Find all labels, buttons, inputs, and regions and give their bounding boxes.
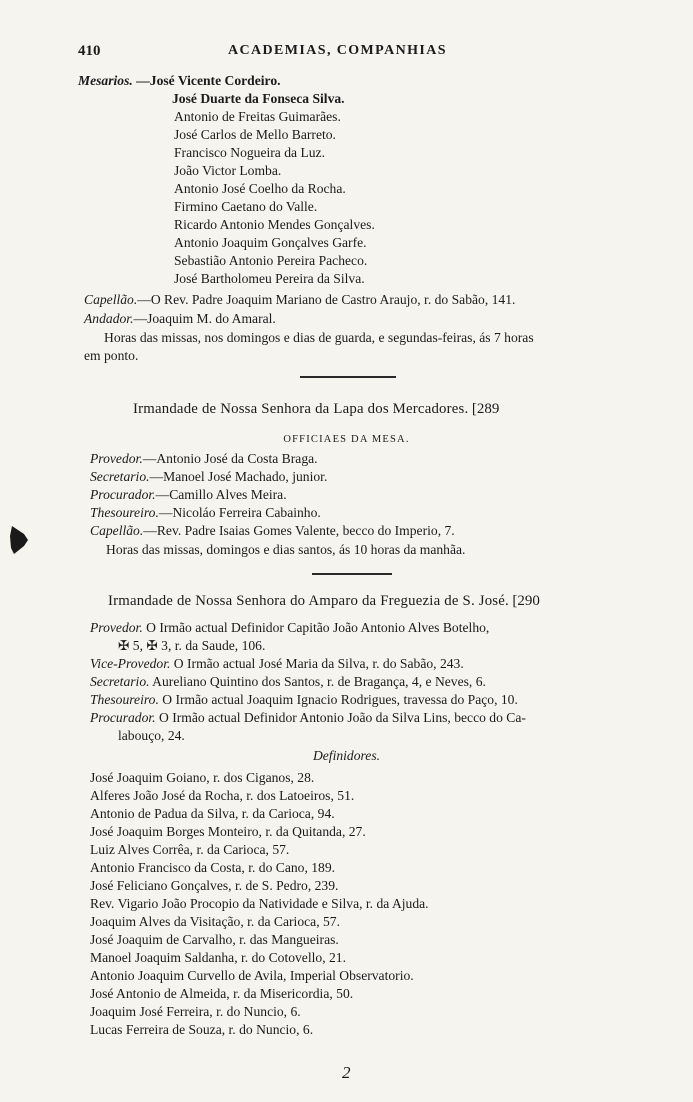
- mesario-name: José Bartholomeu Pereira da Silva.: [174, 271, 365, 286]
- mesario-name: —José Vicente Cordeiro.: [136, 73, 281, 88]
- section-heading: [133, 400, 499, 418]
- capellao-text: —O Rev. Padre Joaquim Mariano de Castro Araujo, r. do Sabão, 141.: [137, 292, 516, 307]
- definidor-entry: Joaquim José Ferreira, r. do Nuncio, 6.: [90, 1004, 301, 1019]
- definidor-entry: José Joaquim de Carvalho, r. das Mangueiras.: [90, 932, 339, 947]
- definidor-entry: Manoel Joaquim Saldanha, r. do Cotovello, 21.: [90, 950, 346, 965]
- thesoureiro-row: [90, 691, 518, 709]
- mesario-name: Sebastião Antonio Pereira Pacheco.: [174, 253, 368, 268]
- officer-label: Secretario.: [90, 469, 150, 484]
- mesario-name: Antonio José Coelho da Rocha.: [174, 181, 346, 196]
- definidor-entry: Lucas Ferreira de Souza, r. do Nuncio, 6.: [90, 1022, 314, 1037]
- provedor-continuation: ✠ 5, ✠ 3, r. da Saude, 106.: [118, 638, 266, 653]
- provedor-row: [90, 619, 489, 637]
- capellao-row: [84, 291, 515, 309]
- definidor-entry: José Feliciano Gonçalves, r. de S. Pedro, 239.: [90, 878, 339, 893]
- mesarios-label: Mesarios.: [78, 73, 133, 88]
- definidor-entry: José Joaquim Borges Monteiro, r. da Quitanda, 27.: [90, 824, 366, 839]
- officer-label: Secretario.: [90, 674, 150, 689]
- mesario-name: Antonio Joaquim Gonçalves Garfe.: [174, 235, 367, 250]
- andador-row: [84, 310, 276, 328]
- officer-text: —Antonio José da Costa Braga.: [142, 451, 318, 466]
- definidor-entry: Alferes João José da Rocha, r. dos Latoeiros, 51.: [90, 788, 355, 803]
- ink-blot-mark: [8, 524, 30, 556]
- definidor-entry: José Joaquim Goiano, r. dos Ciganos, 28.: [90, 770, 315, 785]
- definidor-entry: José Antonio de Almeida, r. da Misericordia, 50.: [90, 986, 354, 1001]
- definidor-entry: Antonio Francisco da Costa, r. do Cano, 189.: [90, 860, 336, 875]
- definidor-entry: Luiz Alves Corrêa, r. da Carioca, 57.: [90, 842, 290, 857]
- officer-text: —Nicoláo Ferreira Cabainho.: [158, 505, 321, 520]
- officer-text: O Irmão actual Joaquim Ignacio Rodrigues, travessa do Paço, 10.: [158, 692, 518, 707]
- mesario-name: João Victor Lomba.: [174, 163, 282, 178]
- officer-label: Provedor.: [90, 620, 143, 635]
- vice-provedor-row: [90, 655, 464, 673]
- officer-text: O Irmão actual José Maria da Silva, r. do Sabão, 243.: [170, 656, 464, 671]
- officer-label: Vice-Provedor.: [90, 656, 171, 671]
- procurador-row: [90, 709, 526, 727]
- mesario-name: Firmino Caetano do Valle.: [174, 199, 318, 214]
- mesario-name: José Duarte da Fonseca Silva.: [172, 91, 345, 106]
- section-number: [290: [512, 593, 540, 609]
- page-number: 410: [78, 43, 101, 59]
- mesario-name: José Carlos de Mello Barreto.: [174, 127, 336, 142]
- officer-text: —Rev. Padre Isaias Gomes Valente, becco do Imperio, 7.: [143, 523, 455, 538]
- procurador-continuation: labouço, 24.: [118, 728, 185, 743]
- horas-line: Horas das missas, nos domingos e dias de guarda, e segundas-feiras, ás 7 horas: [104, 330, 534, 345]
- definidor-entry: Joaquim Alves da Visitação, r. da Carioca, 57.: [90, 914, 340, 929]
- definidor-entry: Antonio de Padua da Silva, r. da Carioca, 94.: [90, 806, 335, 821]
- section-divider: [300, 376, 396, 378]
- horas-line: Horas das missas, domingos e dias santos, ás 10 horas da manhãa.: [106, 542, 466, 557]
- officer-text: Aureliano Quintino dos Santos, r. de Bragança, 4, e Neves, 6.: [149, 674, 486, 689]
- officer-text: O Irmão actual Definidor Antonio João da Silva Lins, becco do Ca-: [155, 710, 526, 725]
- signature-mark: 2: [342, 1063, 351, 1082]
- section-divider: [312, 573, 392, 575]
- officer-text: —Manoel José Machado, junior.: [149, 469, 328, 484]
- officer-label: Procurador.: [90, 710, 156, 725]
- definidores-heading: Definidores.: [312, 748, 381, 763]
- section-title: Irmandade de Nossa Senhora do Amparo da Freguezia de S. José.: [108, 593, 509, 609]
- section-title: Irmandade de Nossa Senhora da Lapa dos Mercadores.: [133, 401, 469, 417]
- horas-line: em ponto.: [84, 348, 139, 363]
- officer-text: O Irmão actual Definidor Capitão João Antonio Alves Botelho,: [142, 620, 490, 635]
- section-number: [289: [471, 401, 500, 417]
- section-subtitle: OFFICIAES DA MESA.: [283, 434, 410, 445]
- running-title: ACADEMIAS, COMPANHIAS: [228, 43, 447, 58]
- andador-label: Andador.: [84, 311, 134, 326]
- officer-row: [90, 468, 327, 486]
- capellao-label: Capellão.: [84, 292, 138, 307]
- officer-label: Thesoureiro.: [90, 692, 159, 707]
- mesario-name: Ricardo Antonio Mendes Gonçalves.: [174, 217, 375, 232]
- section-heading: [108, 592, 540, 610]
- officer-row: [90, 504, 321, 522]
- andador-text: —Joaquim M. do Amaral.: [133, 311, 276, 326]
- running-header: [78, 42, 638, 62]
- officer-label: Provedor.: [90, 451, 143, 466]
- mesario-name: Antonio de Freitas Guimarães.: [174, 109, 341, 124]
- definidor-entry: Rev. Vigario João Procopio da Natividade e Silva, r. da Ajuda.: [90, 896, 429, 911]
- officer-text: —Camillo Alves Meira.: [155, 487, 287, 502]
- officer-row: [90, 522, 455, 540]
- definidor-entry: Antonio Joaquim Curvello de Avila, Imperial Observatorio.: [90, 968, 414, 983]
- officer-row: [90, 486, 287, 504]
- officer-label: Thesoureiro.: [90, 505, 159, 520]
- officer-label: Capellão.: [90, 523, 144, 538]
- officer-row: [90, 450, 318, 468]
- mesario-name: Francisco Nogueira da Luz.: [174, 145, 325, 160]
- officer-label: Procurador.: [90, 487, 156, 502]
- mesarios-row-1: [78, 72, 281, 90]
- secretario-row: [90, 673, 486, 691]
